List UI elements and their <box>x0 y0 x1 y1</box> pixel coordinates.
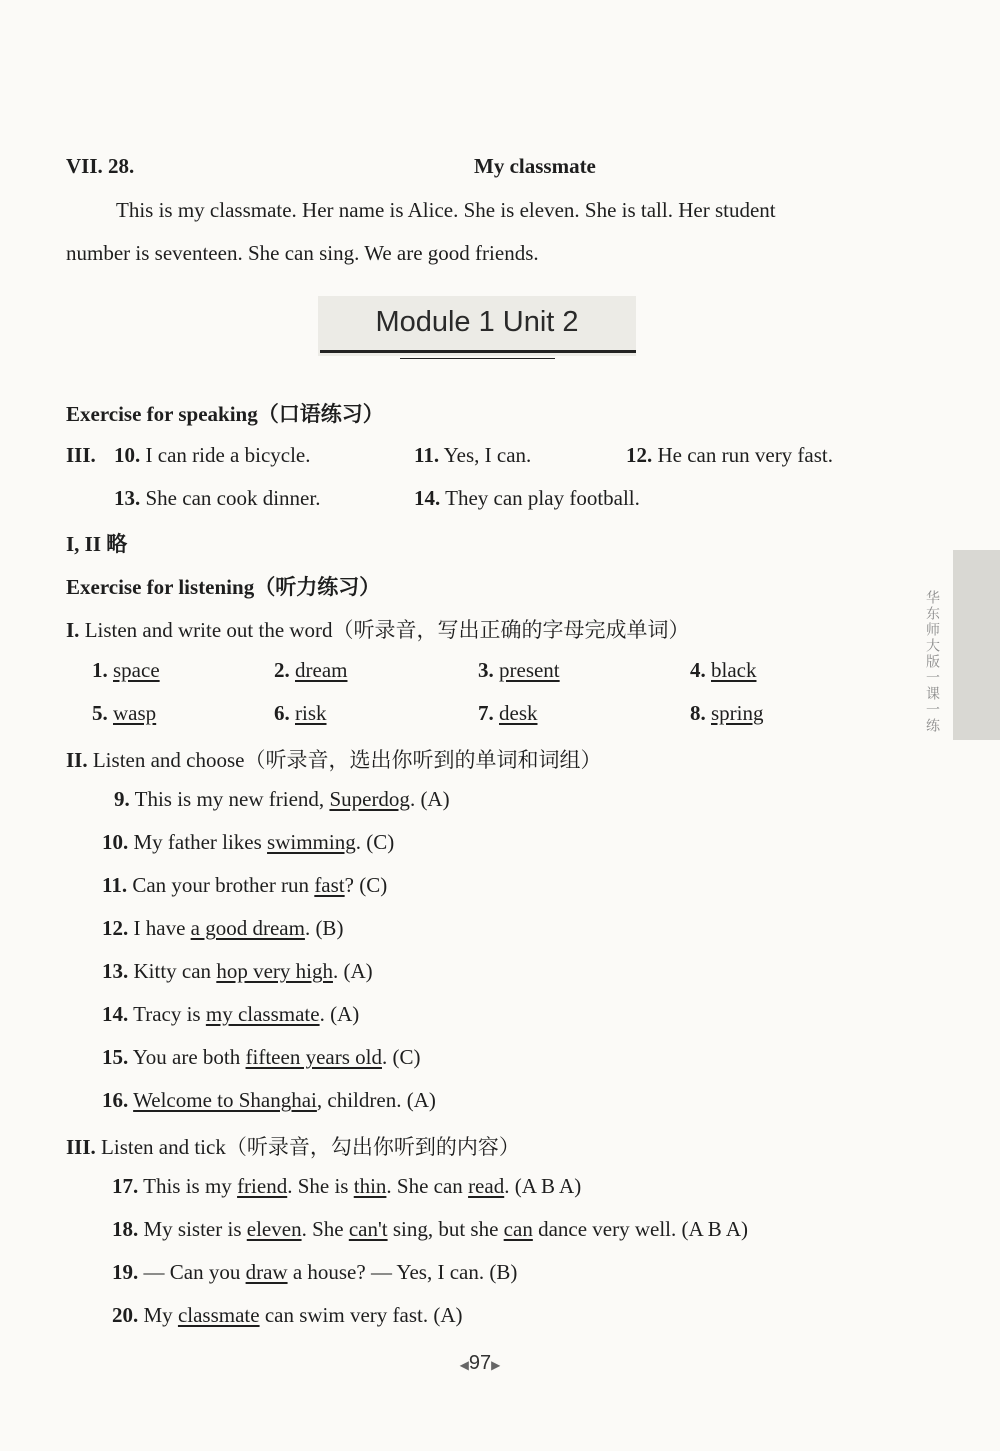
module-title: Module 1 Unit 2 <box>375 306 579 338</box>
word-item: 3. present <box>478 658 560 682</box>
section-vii-label: VII. 28. <box>66 154 135 178</box>
word-item: 1. space <box>92 658 160 682</box>
word-item: 4. black <box>690 658 757 682</box>
page-number: 97 <box>468 1352 492 1374</box>
choose-item: 10. My father likes swimming. (C) <box>102 830 395 854</box>
left-triangle-icon: ◀ <box>459 1358 469 1372</box>
side-tab <box>953 550 1000 740</box>
choose-item: 15. You are both fifteen years old. (C) <box>102 1045 421 1069</box>
module-rule-thick <box>320 350 636 353</box>
tick-item: 20. My classmate can swim very fast. (A) <box>112 1303 463 1327</box>
speaking-item: 10. I can ride a bicycle. <box>114 443 311 467</box>
listening-part1-instruction: I. Listen and write out the word（听录音，写出正确的字母完成单词） <box>66 618 690 642</box>
word-item: 2. dream <box>274 658 348 682</box>
right-triangle-icon: ▶ <box>491 1358 501 1372</box>
choose-item: 13. Kitty can hop very high. (A) <box>102 959 373 983</box>
choose-item: 16. Welcome to Shanghai, children. (A) <box>102 1088 436 1112</box>
choose-item: 9. This is my new friend, Superdog. (A) <box>114 787 450 811</box>
module-rule-thin <box>400 358 555 359</box>
tick-item: 17. This is my friend. She is thin. She can read. (A B A) <box>112 1174 582 1198</box>
word-item: 5. wasp <box>92 701 157 725</box>
speaking-heading: Exercise for speaking（口语练习） <box>66 402 384 426</box>
choose-item: 12. I have a good dream. (B) <box>102 916 344 940</box>
choose-item: 14. Tracy is my classmate. (A) <box>102 1002 360 1026</box>
speaking-item: 14. They can play football. <box>414 486 640 510</box>
paragraph-line-2: number is seventeen. She can sing. We are good friends. <box>66 241 539 265</box>
skip-note: I, II 略 <box>66 532 128 556</box>
choose-item: 11. Can your brother run fast? (C) <box>102 873 388 897</box>
speaking-item: 13. She can cook dinner. <box>114 486 321 510</box>
listening-part2-instruction: II. Listen and choose（听录音，选出你听到的单词和词组） <box>66 748 602 772</box>
section-vii-title: My classmate <box>474 154 596 178</box>
listening-heading: Exercise for listening（听力练习） <box>66 575 381 599</box>
word-item: 8. spring <box>690 701 764 725</box>
word-item: 7. desk <box>478 701 538 725</box>
tick-item: 18. My sister is eleven. She can't sing, but she can dance very well. (A B A) <box>112 1217 749 1241</box>
tick-item: 19. — Can you draw a house? — Yes, I can. (B) <box>112 1260 518 1284</box>
word-item: 6. risk <box>274 701 327 725</box>
paragraph-line-1: This is my classmate. Her name is Alice. She is eleven. She is tall. Her student <box>116 198 776 222</box>
speaking-item: 12. He can run very fast. <box>626 443 834 467</box>
page-number-wrap <box>440 1352 520 1375</box>
side-tab-text: 华东师大版一课一练 <box>924 590 940 734</box>
speaking-item: 11. Yes, I can. <box>414 443 532 467</box>
speaking-part-label: III. <box>66 443 96 467</box>
listening-part3-instruction: III. Listen and tick（听录音，勾出你听到的内容） <box>66 1135 520 1159</box>
